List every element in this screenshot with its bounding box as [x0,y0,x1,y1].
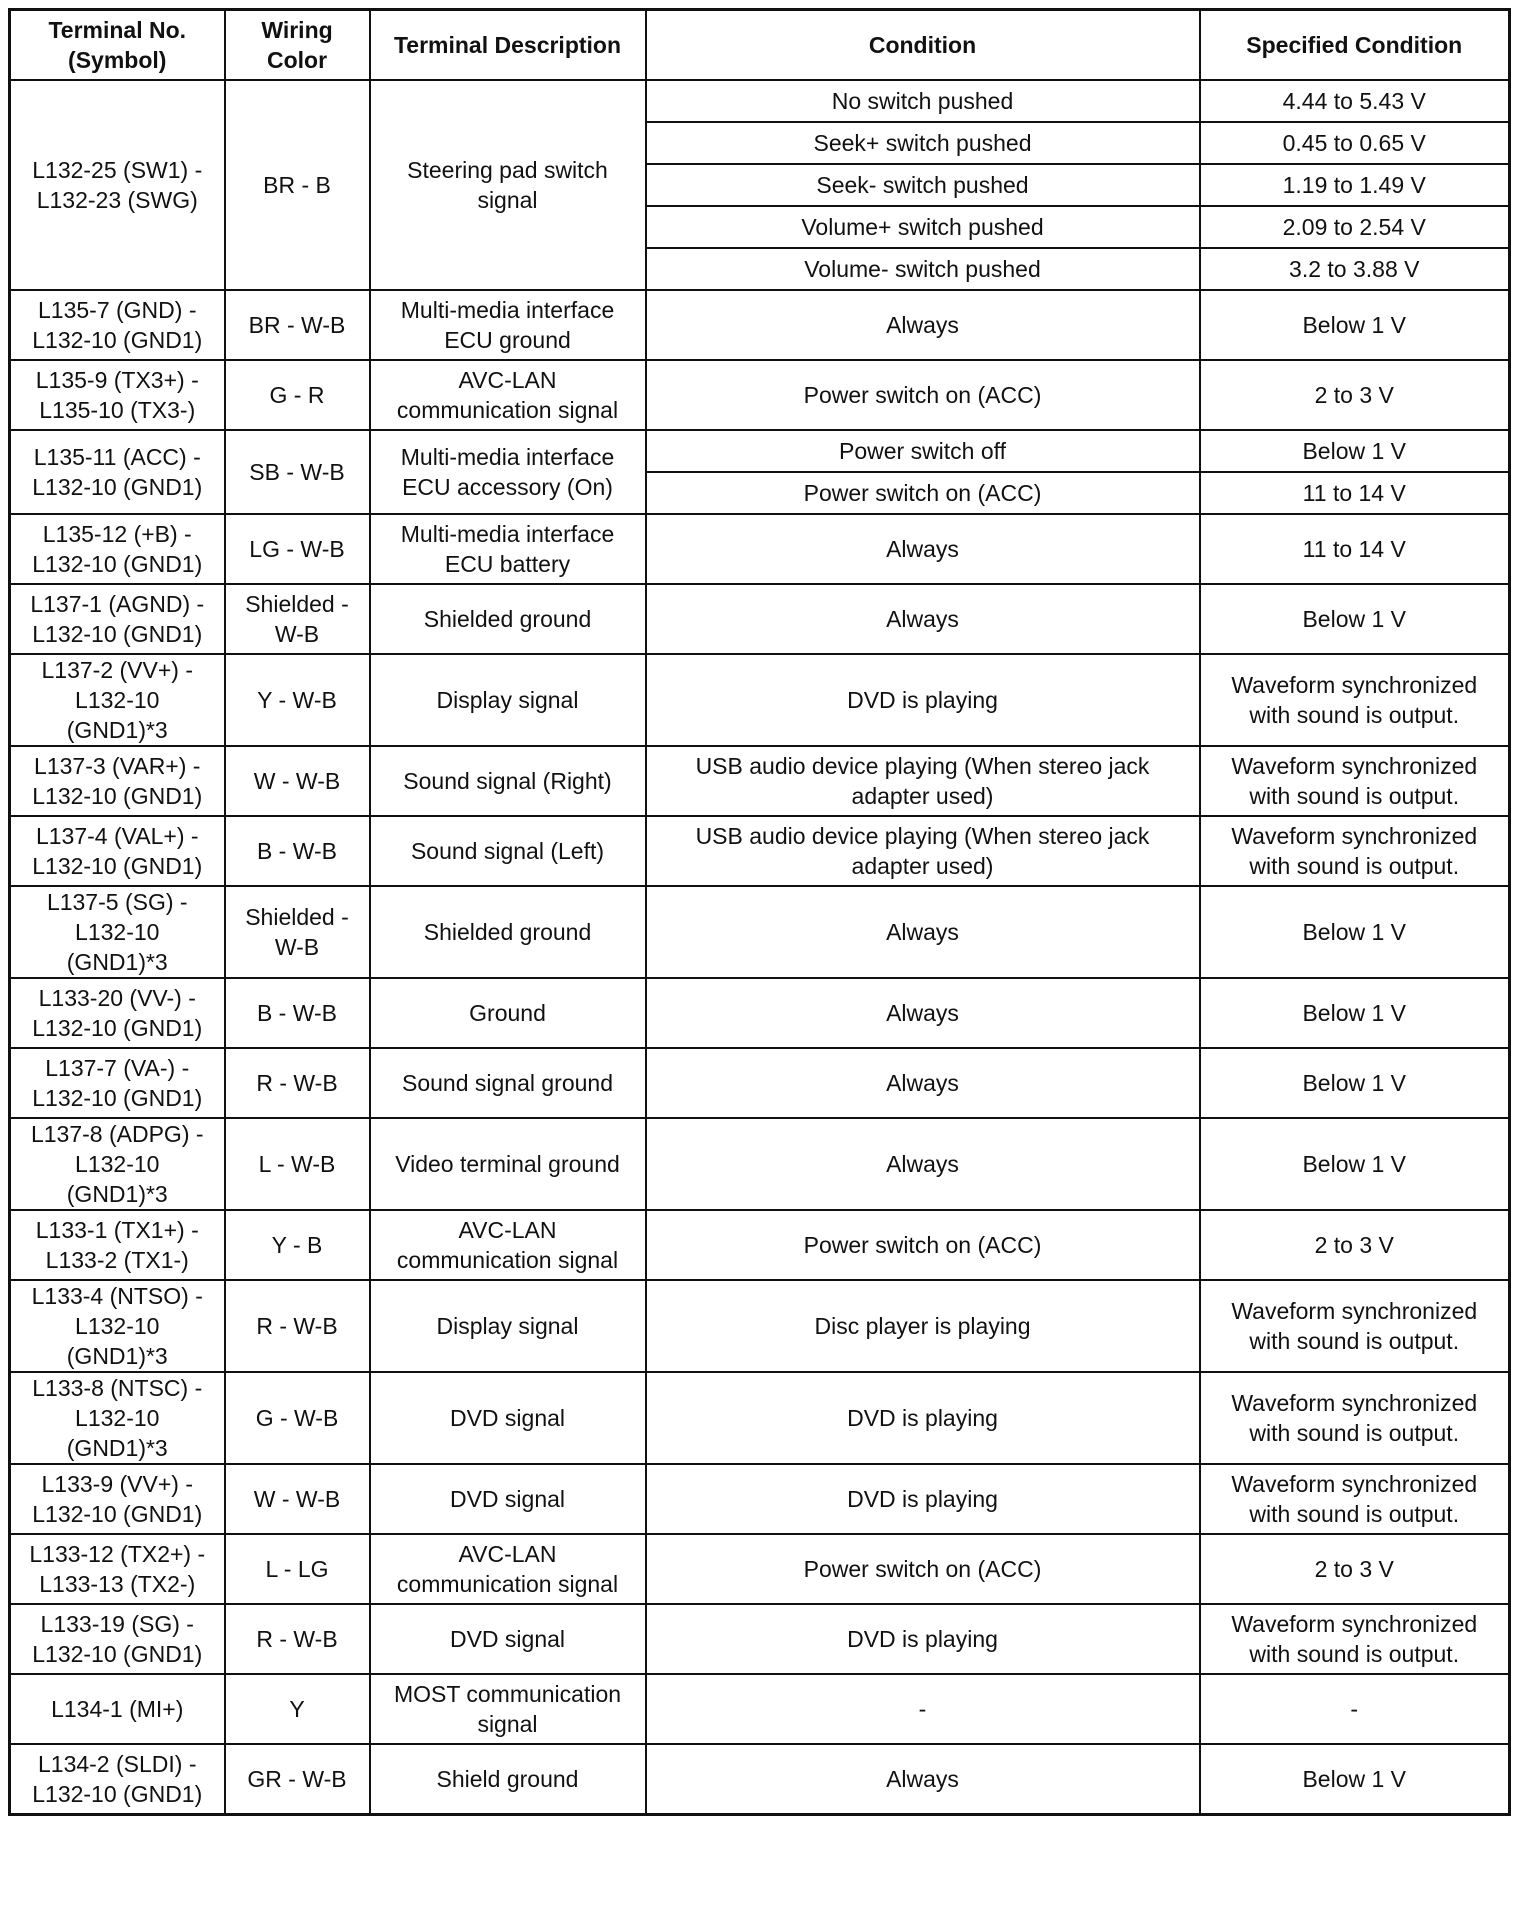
wiring-color-cell: R - W-B [225,1604,370,1674]
terminal-cell: L137-8 (ADPG) - L132-10 (GND1)*3 [10,1118,225,1210]
table-body [10,80,1510,1815]
terminal-description-cell: Ground [370,978,646,1048]
terminal-cell: L133-4 (NTSO) - L132-10 (GND1)*3 [10,1280,225,1372]
specified-condition-cell: Below 1 V [1200,584,1510,654]
terminal-cell: L133-20 (VV-) - L132-10 (GND1) [10,978,225,1048]
table-row [10,1604,1510,1674]
table-row [10,1118,1510,1210]
table-row [10,746,1510,816]
header-condition: Condition [646,10,1200,81]
table-row [10,430,1510,472]
terminal-cell: L133-9 (VV+) - L132-10 (GND1) [10,1464,225,1534]
table-row [10,1210,1510,1280]
terminal-description-cell: Shielded ground [370,886,646,978]
terminal-description-cell: DVD signal [370,1464,646,1534]
wiring-color-cell: Y - B [225,1210,370,1280]
wiring-color-cell: L - W-B [225,1118,370,1210]
terminal-cell: L137-5 (SG) - L132-10 (GND1)*3 [10,886,225,978]
condition-cell: DVD is playing [646,654,1200,746]
specified-condition-cell: 1.19 to 1.49 V [1200,164,1510,206]
condition-cell: Volume- switch pushed [646,248,1200,290]
condition-cell: Always [646,1048,1200,1118]
terminal-description-cell: Multi-media interface ECU accessory (On) [370,430,646,514]
condition-cell: Volume+ switch pushed [646,206,1200,248]
terminal-cell: L133-12 (TX2+) - L133-13 (TX2-) [10,1534,225,1604]
specified-condition-cell: Below 1 V [1200,978,1510,1048]
specified-condition-cell: 2 to 3 V [1200,1210,1510,1280]
condition-cell: Power switch on (ACC) [646,1534,1200,1604]
terminal-description-cell: Sound signal (Left) [370,816,646,886]
condition-cell: DVD is playing [646,1372,1200,1464]
specified-condition-cell: Waveform synchronized with sound is output. [1200,1464,1510,1534]
wiring-color-cell: BR - B [225,80,370,290]
wiring-color-cell: R - W-B [225,1048,370,1118]
specified-condition-cell: 11 to 14 V [1200,472,1510,514]
header-specified-condition: Specified Condition [1200,10,1510,81]
table-row [10,80,1510,122]
header-terminal-no: Terminal No. (Symbol) [10,10,225,81]
terminal-cell: L137-4 (VAL+) - L132-10 (GND1) [10,816,225,886]
specified-condition-cell: 2.09 to 2.54 V [1200,206,1510,248]
table-row [10,584,1510,654]
wiring-color-cell: GR - W-B [225,1744,370,1815]
terminal-description-cell: Steering pad switch signal [370,80,646,290]
specified-condition-cell: Waveform synchronized with sound is output. [1200,1372,1510,1464]
table-row [10,1534,1510,1604]
condition-cell: Power switch off [646,430,1200,472]
wiring-color-cell: B - W-B [225,816,370,886]
specified-condition-cell: 11 to 14 V [1200,514,1510,584]
specified-condition-cell: Waveform synchronized with sound is output. [1200,1604,1510,1674]
table-row [10,1280,1510,1372]
condition-cell: Seek- switch pushed [646,164,1200,206]
condition-cell: USB audio device playing (When stereo jack adapter used) [646,816,1200,886]
specified-condition-cell: Below 1 V [1200,886,1510,978]
terminal-cell: L133-19 (SG) - L132-10 (GND1) [10,1604,225,1674]
terminal-cell: L132-25 (SW1) - L132-23 (SWG) [10,80,225,290]
condition-cell: Always [646,978,1200,1048]
terminal-description-cell: Sound signal (Right) [370,746,646,816]
wiring-color-cell: R - W-B [225,1280,370,1372]
wiring-color-cell: Shielded - W-B [225,584,370,654]
terminal-spec-sheet [8,8,1508,1816]
specified-condition-cell: 3.2 to 3.88 V [1200,248,1510,290]
terminal-cell: L135-7 (GND) - L132-10 (GND1) [10,290,225,360]
wiring-color-cell: G - R [225,360,370,430]
terminal-description-cell: Display signal [370,1280,646,1372]
condition-cell: No switch pushed [646,80,1200,122]
terminal-description-cell: Multi-media interface ECU ground [370,290,646,360]
table-row [10,1464,1510,1534]
header-wiring-color: Wiring Color [225,10,370,81]
terminal-description-cell: Shielded ground [370,584,646,654]
table-row [10,1674,1510,1744]
table-header-row [10,10,1510,81]
wiring-color-cell: Y [225,1674,370,1744]
condition-cell: Always [646,886,1200,978]
specified-condition-cell: Below 1 V [1200,1744,1510,1815]
wiring-color-cell: L - LG [225,1534,370,1604]
terminal-description-cell: AVC-LAN communication signal [370,1534,646,1604]
terminal-description-cell: AVC-LAN communication signal [370,360,646,430]
wiring-color-cell: SB - W-B [225,430,370,514]
terminal-description-cell: Sound signal ground [370,1048,646,1118]
specified-condition-cell: Below 1 V [1200,1048,1510,1118]
specified-condition-cell: Below 1 V [1200,290,1510,360]
terminal-cell: L134-1 (MI+) [10,1674,225,1744]
terminal-cell: L134-2 (SLDI) - L132-10 (GND1) [10,1744,225,1815]
terminal-cell: L137-7 (VA-) - L132-10 (GND1) [10,1048,225,1118]
wiring-color-cell: BR - W-B [225,290,370,360]
condition-cell: Always [646,584,1200,654]
specified-condition-cell: 0.45 to 0.65 V [1200,122,1510,164]
condition-cell: Power switch on (ACC) [646,360,1200,430]
condition-cell: Seek+ switch pushed [646,122,1200,164]
condition-cell: Always [646,514,1200,584]
table-row [10,978,1510,1048]
terminal-cell: L135-12 (+B) - L132-10 (GND1) [10,514,225,584]
condition-cell: DVD is playing [646,1604,1200,1674]
condition-cell: Power switch on (ACC) [646,1210,1200,1280]
table-row [10,886,1510,978]
table-row [10,1048,1510,1118]
terminal-cell: L137-1 (AGND) - L132-10 (GND1) [10,584,225,654]
condition-cell: Always [646,1118,1200,1210]
specified-condition-cell: 2 to 3 V [1200,1534,1510,1604]
specified-condition-cell: - [1200,1674,1510,1744]
terminal-cell: L135-11 (ACC) - L132-10 (GND1) [10,430,225,514]
terminal-description-cell: Display signal [370,654,646,746]
table-row [10,514,1510,584]
condition-cell: Disc player is playing [646,1280,1200,1372]
condition-cell: Power switch on (ACC) [646,472,1200,514]
specified-condition-cell: Waveform synchronized with sound is output. [1200,746,1510,816]
specified-condition-cell: Below 1 V [1200,430,1510,472]
terminal-description-cell: AVC-LAN communication signal [370,1210,646,1280]
wiring-color-cell: Shielded - W-B [225,886,370,978]
terminal-cell: L135-9 (TX3+) - L135-10 (TX3-) [10,360,225,430]
terminal-cell: L133-8 (NTSC) - L132-10 (GND1)*3 [10,1372,225,1464]
terminal-spec-table [8,8,1511,1816]
wiring-color-cell: W - W-B [225,1464,370,1534]
terminal-cell: L137-3 (VAR+) - L132-10 (GND1) [10,746,225,816]
terminal-cell: L133-1 (TX1+) - L133-2 (TX1-) [10,1210,225,1280]
wiring-color-cell: B - W-B [225,978,370,1048]
terminal-description-cell: DVD signal [370,1604,646,1674]
condition-cell: - [646,1674,1200,1744]
terminal-description-cell: MOST communication signal [370,1674,646,1744]
wiring-color-cell: W - W-B [225,746,370,816]
table-row [10,1372,1510,1464]
specified-condition-cell: Below 1 V [1200,1118,1510,1210]
terminal-description-cell: Multi-media interface ECU battery [370,514,646,584]
condition-cell: USB audio device playing (When stereo jack adapter used) [646,746,1200,816]
table-row [10,816,1510,886]
condition-cell: DVD is playing [646,1464,1200,1534]
header-terminal-description: Terminal Description [370,10,646,81]
specified-condition-cell: 2 to 3 V [1200,360,1510,430]
table-row [10,290,1510,360]
terminal-cell: L137-2 (VV+) - L132-10 (GND1)*3 [10,654,225,746]
table-row [10,654,1510,746]
terminal-description-cell: Video terminal ground [370,1118,646,1210]
specified-condition-cell: 4.44 to 5.43 V [1200,80,1510,122]
wiring-color-cell: Y - W-B [225,654,370,746]
condition-cell: Always [646,290,1200,360]
condition-cell: Always [646,1744,1200,1815]
terminal-description-cell: Shield ground [370,1744,646,1815]
specified-condition-cell: Waveform synchronized with sound is output. [1200,816,1510,886]
table-row [10,360,1510,430]
wiring-color-cell: G - W-B [225,1372,370,1464]
table-row [10,1744,1510,1815]
specified-condition-cell: Waveform synchronized with sound is output. [1200,1280,1510,1372]
terminal-description-cell: DVD signal [370,1372,646,1464]
specified-condition-cell: Waveform synchronized with sound is output. [1200,654,1510,746]
wiring-color-cell: LG - W-B [225,514,370,584]
